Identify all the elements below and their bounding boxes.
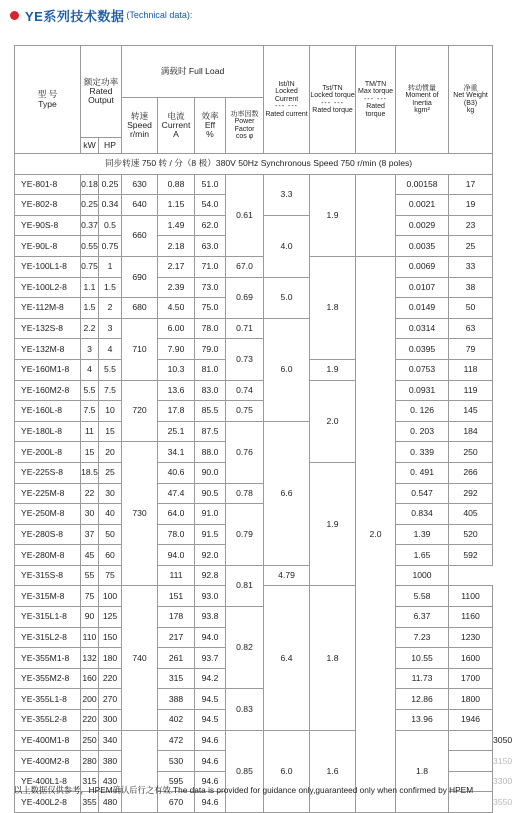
table-row: YE-160M2-8 5.5 7.5 720 13.6 83.0 0.74 2.0 0.0931 119	[15, 380, 493, 401]
table-row: YE-802-8 0.25 0.34 640 1.15 54.0 0.0021 19	[15, 195, 493, 216]
table-row: YE-400L1-8 315 430 595 94.6 3300	[15, 771, 493, 792]
table-row: YE-801-8 0.18 0.25 630 0.88 51.0 0.61 3.3 1.9 0.00158 17	[15, 174, 493, 195]
table-row: YE-160L-8 7.5 10 17.8 85.5 0.75 0. 126 145	[15, 401, 493, 422]
sync-speed-row: 同步转速 750 转 / 分（8 极）380V 50Hz Synchronous Speed 750 r/min (8 poles)	[15, 154, 493, 175]
section-title	[10, 6, 192, 24]
header-tm: TM/TN Max torque --- --- Rated torque	[356, 46, 396, 154]
header-inertia: 转动惯量 Moment of Inertia kgm²	[396, 46, 449, 154]
footer-disclaimer: 以上数据仅供参考，HPEM确认后行之有效.The data is provided for guidance only,guaranteed only when confirmed by HPEM	[14, 785, 474, 795]
header-tst: Tst/TN Locked torque --- --- Rated torque	[310, 46, 356, 154]
table-row: YE-90S-8 0.37 0.5 660 1.49 62.0 4.0 0.0029 23	[15, 215, 493, 236]
table-row: YE-112M-8 1.5 2 680 4.50 75.0 0.0149 50	[15, 298, 493, 319]
header-kw: kW	[81, 138, 99, 154]
title-en: (Technical data):	[126, 10, 193, 20]
table-row: YE-315L1-8 90 125 178 93.8 0.82 6.37 1160	[15, 607, 493, 628]
table-row: YE-355L1-8 200 270 388 94.5 0.83 12.86 1800	[15, 689, 493, 710]
table-row: YE-200L-8 15 20 730 34.1 88.0 0. 339 250	[15, 442, 493, 463]
table-row: YE-160M1-8 4 5.5 10.3 81.0 1.9 0.0753 118	[15, 359, 493, 380]
header-eff: 效率 Eff %	[195, 98, 226, 154]
title-cn: YE系列技术数据	[25, 8, 125, 24]
header-ist: Ist/IN Locked Current --- --- Rated current	[264, 46, 310, 154]
table-row: YE-250M-8 30 40 64.0 91.0 0.79 0.834 405	[15, 504, 493, 525]
table-row: YE-355M1-8 132 180 261 93.7 10.55 1600	[15, 648, 493, 669]
table-row: YE-225S-8 18.5 25 40.6 90.0 1.9 0. 491 266	[15, 462, 493, 483]
header-hp: HP	[99, 138, 122, 154]
header-type: 型 号 Type	[15, 46, 81, 154]
table-row: YE-225M-8 22 30 47.4 90.5 0.78 0.547 292	[15, 483, 493, 504]
table-row: YE-355M2-8 160 220 315 94.2 11.73 1700	[15, 668, 493, 689]
header-pf: 功率因数 Power Factor cos φ	[226, 98, 264, 154]
table-row: YE-90L-8 0.55 0.75 2.18 63.0 0.0035 25	[15, 236, 493, 257]
table-row: YE-100L2-8 1.1 1.5 2.39 73.0 0.69 5.0 0.0107 38	[15, 277, 493, 298]
table-row: YE-315L2-8 110 150 217 94.0 7.23 1230	[15, 627, 493, 648]
table-row: YE-100L1-8 0.75 1 690 2.17 71.0 67.0 1.8 2.0 0.0069 33	[15, 256, 493, 277]
table-row: YE-180L-8 11 15 25.1 87.5 0.76 6.6 0. 203 184	[15, 421, 493, 442]
table-row: YE-400M2-8 280 380 530 94.6 3150	[15, 751, 493, 772]
table-row: YE-355L2-8 220 300 402 94.5 13.96 1946	[15, 710, 493, 731]
header-weight: 净重 Net Weight (B3) kg	[449, 46, 493, 154]
header-speed: 转速 Speed r/min	[122, 98, 158, 154]
technical-data-table	[14, 45, 512, 813]
table-row: YE-315M-8 75 100 740 151 93.0 6.4 1.8 5.58 1100	[15, 586, 493, 607]
table-row: YE-132S-8 2.2 3 710 6.00 78.0 0.71 6.0 0.0314 63	[15, 318, 493, 339]
bullet-dot-icon	[10, 11, 19, 20]
header-full-load: 满载时 Full Load	[122, 46, 264, 98]
table-row: YE-132M-8 3 4 7.90 79.0 0.73 0.0395 79	[15, 339, 493, 360]
table-row: YE-400L2-8 355 480 670 94.6 3550	[15, 792, 493, 813]
header-current: 电流 Current A	[158, 98, 195, 154]
table-row: YE-280S-8 37 50 78.0 91.5 1.39 520	[15, 524, 493, 545]
table-row: YE-400M1-8 250 340 472 94.6 0.85 6.0 1.6 1.8 3050	[15, 730, 493, 751]
table-row: YE-280M-8 45 60 94.0 92.0 1.65 592	[15, 545, 493, 566]
table-row: YE-315S-8 55 75 111 92.8 0.81 4.79 1000	[15, 565, 493, 586]
header-rated-output: 额定功率 Rated Output	[81, 46, 122, 138]
